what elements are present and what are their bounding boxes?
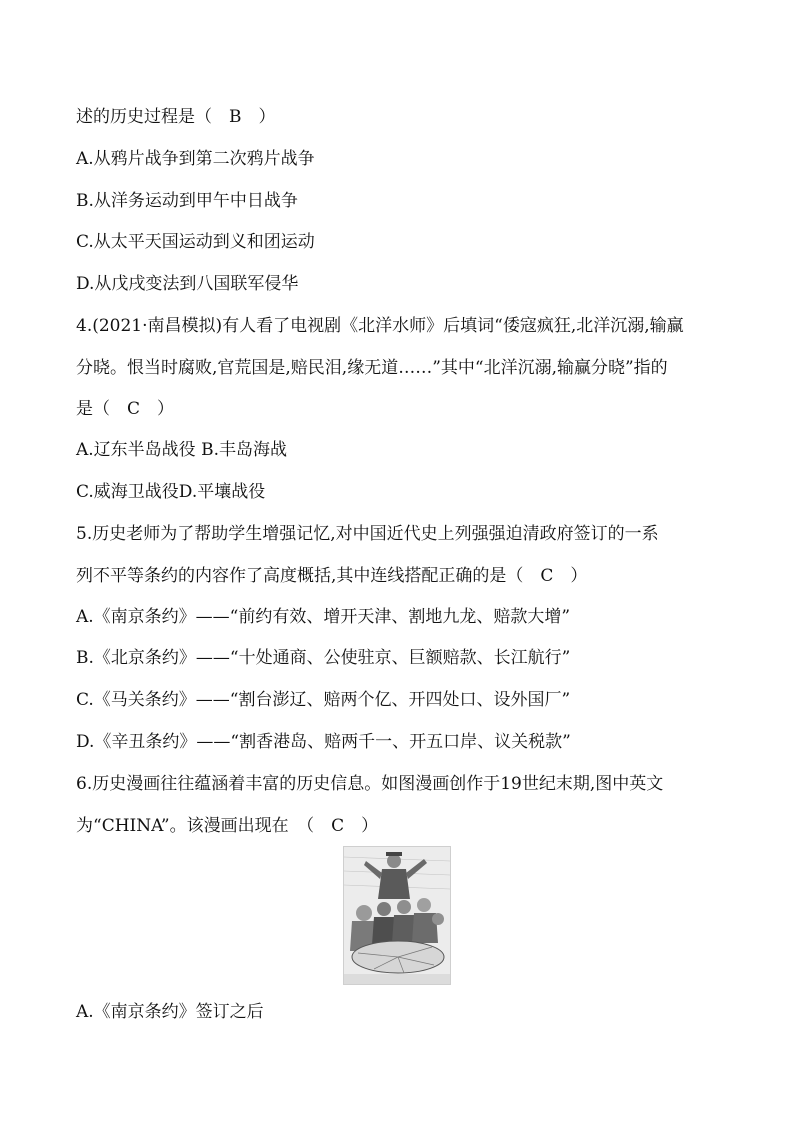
q5-stem-line-2: 列不平等条约的内容作了高度概括,其中连线搭配正确的是（ C ） (76, 566, 588, 586)
q6-stem-line-2: 为“CHINA”。该漫画出现在 （ C ） (76, 816, 379, 836)
q5-option-a: A.《南京条约》——“前约有效、增开天津、割地九龙、赔款大增” (76, 607, 571, 627)
q3-option-d: D.从戊戌变法到八国联军侵华 (76, 274, 299, 294)
q3-option-a: A.从鸦片战争到第二次鸦片战争 (76, 149, 315, 169)
q4-stem-line-3: 是（ C ） (76, 399, 175, 419)
q6-stem-line-1: 6.历史漫画往往蕴涵着丰富的历史信息。如图漫画创作于19世纪末期,图中英文 (76, 774, 664, 794)
q4-option-cd: C.威海卫战役D.平壤战役 (76, 482, 266, 502)
q3-option-c: C.从太平天国运动到义和团运动 (76, 232, 315, 252)
q3-stem-end: 述的历史过程是（ B ） (76, 107, 276, 127)
q4-stem-line-1: 4.(2021·南昌模拟)有人看了电视剧《北洋水师》后填词“倭寇疯狂,北洋沉溺,输赢 (76, 316, 684, 336)
q5-stem-line-1: 5.历史老师为了帮助学生增强记忆,对中国近代史上列强强迫清政府签订的一系 (76, 524, 659, 544)
q5-option-c: C.《马关条约》——“割台澎辽、赔两个亿、开四处口、设外国厂” (76, 690, 571, 710)
q3-option-b: B.从洋务运动到甲午中日战争 (76, 191, 298, 211)
q4-stem-line-2: 分晓。恨当时腐败,官荒国是,赔民泪,缘无道……”其中“北洋沉溺,输赢分晓”指的 (76, 358, 668, 378)
q5-option-b: B.《北京条约》——“十处通商、公使驻京、巨额赔款、长江航行” (76, 648, 571, 668)
q4-option-ab: A.辽东半岛战役 B.丰岛海战 (76, 440, 287, 460)
cartoon-illustration (343, 846, 451, 985)
q6-option-a: A.《南京条约》签订之后 (76, 1002, 264, 1022)
q5-option-d: D.《辛丑条约》——“割香港岛、赔两千一、开五口岸、议关税款” (76, 732, 571, 752)
